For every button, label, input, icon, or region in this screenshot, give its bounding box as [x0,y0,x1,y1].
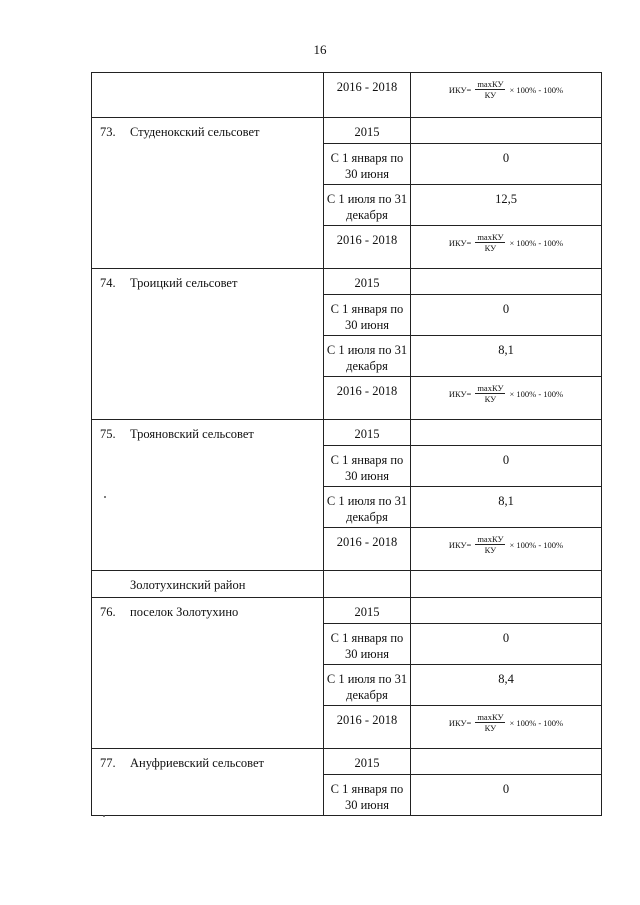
value-cell: 0 [411,144,602,185]
period-cell: С 1 июля по 31 декабря [324,185,411,226]
period-cell: 2016 - 2018 [324,377,411,420]
formula-cell [411,73,602,118]
formula-numerator: maxКУ [477,383,504,393]
period-cell: С 1 июля по 31 декабря [324,487,411,528]
formula-eq: = [466,539,472,550]
region-cell [92,571,324,598]
formula-tail: × 100% - 100% [509,237,564,248]
settlement-cell [92,749,324,816]
value-cell: 0 [411,295,602,336]
row-number: 76. [100,605,116,619]
settlement-cell [92,269,324,420]
formula-denominator: КУ [484,243,497,253]
value-cell: 0 [411,775,602,816]
period-cell: С 1 января по 30 июня [324,446,411,487]
table-row [92,749,602,775]
formula-numerator: maxКУ [477,232,504,242]
formula-lhs: ИКУ [448,84,467,95]
formula-cell [411,377,602,420]
formula-eq: = [466,717,472,728]
settlement-cell [92,118,324,269]
formula-eq: = [466,237,472,248]
period-cell: С 1 июля по 31 декабря [324,336,411,377]
formula-eq: = [466,84,472,95]
formula-cell [411,226,602,269]
formula-tail: × 100% - 100% [509,388,564,399]
settlement-name: Студенокский сельсовет [130,125,260,139]
period-cell: С 1 января по 30 июня [324,775,411,816]
settlement-cell [92,420,324,571]
empty-cell [411,571,602,598]
table-row [92,598,602,624]
empty-cell [411,269,602,295]
value-cell: 8,1 [411,487,602,528]
scan-speck [103,815,105,817]
year-cell: 2015 [324,269,411,295]
year-cell: 2015 [324,749,411,775]
empty-cell [411,420,602,446]
year-cell: 2015 [324,598,411,624]
settlement-name: поселок Золотухино [130,605,239,619]
row-number: 73. [100,125,116,139]
row-number: 77. [100,756,116,770]
formula-denominator: КУ [484,394,497,404]
period-cell: 2016 - 2018 [324,706,411,749]
table-row [92,73,602,118]
value-cell: 8,4 [411,665,602,706]
formula-denominator: КУ [484,545,497,555]
formula-tail: × 100% - 100% [509,539,564,550]
table-row [92,269,602,295]
period-cell: С 1 июля по 31 декабря [324,665,411,706]
settlement-cell [92,598,324,749]
table-row [92,420,602,446]
formula [449,79,563,100]
region-name: Золотухинский район [130,578,246,592]
formula [449,383,563,404]
formula-numerator: maxКУ [477,534,504,544]
formula-denominator: КУ [484,723,497,733]
year-cell: 2015 [324,118,411,144]
period-cell: 2016 - 2018 [324,528,411,571]
formula-tail: × 100% - 100% [509,717,564,728]
formula-lhs: ИКУ [448,388,467,399]
row-number: 75. [100,427,116,441]
formula-lhs: ИКУ [448,539,467,550]
formula [449,232,563,253]
formula [449,534,563,555]
settlement-name: Ануфриевский сельсовет [130,756,265,770]
year-cell: 2015 [324,420,411,446]
formula-denominator: КУ [484,90,497,100]
period-cell: С 1 января по 30 июня [324,144,411,185]
value-cell: 12,5 [411,185,602,226]
settlement-name: Троицкий сельсовет [130,276,238,290]
formula-lhs: ИКУ [448,237,467,248]
empty-cell [411,749,602,775]
period-cell: С 1 января по 30 июня [324,624,411,665]
tariff-table [91,72,602,816]
formula-tail: × 100% - 100% [509,84,564,95]
empty-cell [411,598,602,624]
value-cell: 8,1 [411,336,602,377]
period-cell: 2016 - 2018 [324,73,411,118]
empty-cell [92,73,324,118]
formula-numerator: maxКУ [477,712,504,722]
formula-eq: = [466,388,472,399]
settlement-name: Трояновский сельсовет [130,427,254,441]
formula-lhs: ИКУ [448,717,467,728]
formula [449,712,563,733]
value-cell: 0 [411,624,602,665]
value-cell: 0 [411,446,602,487]
formula-numerator: maxКУ [477,79,504,89]
page-number: 16 [313,42,327,57]
row-number: 74. [100,276,116,290]
table-row [92,118,602,144]
period-cell: 2016 - 2018 [324,226,411,269]
table-row [92,571,602,598]
formula-cell [411,706,602,749]
empty-cell [411,118,602,144]
period-cell: С 1 января по 30 июня [324,295,411,336]
scan-speck [104,496,106,498]
formula-cell [411,528,602,571]
empty-cell [324,571,411,598]
